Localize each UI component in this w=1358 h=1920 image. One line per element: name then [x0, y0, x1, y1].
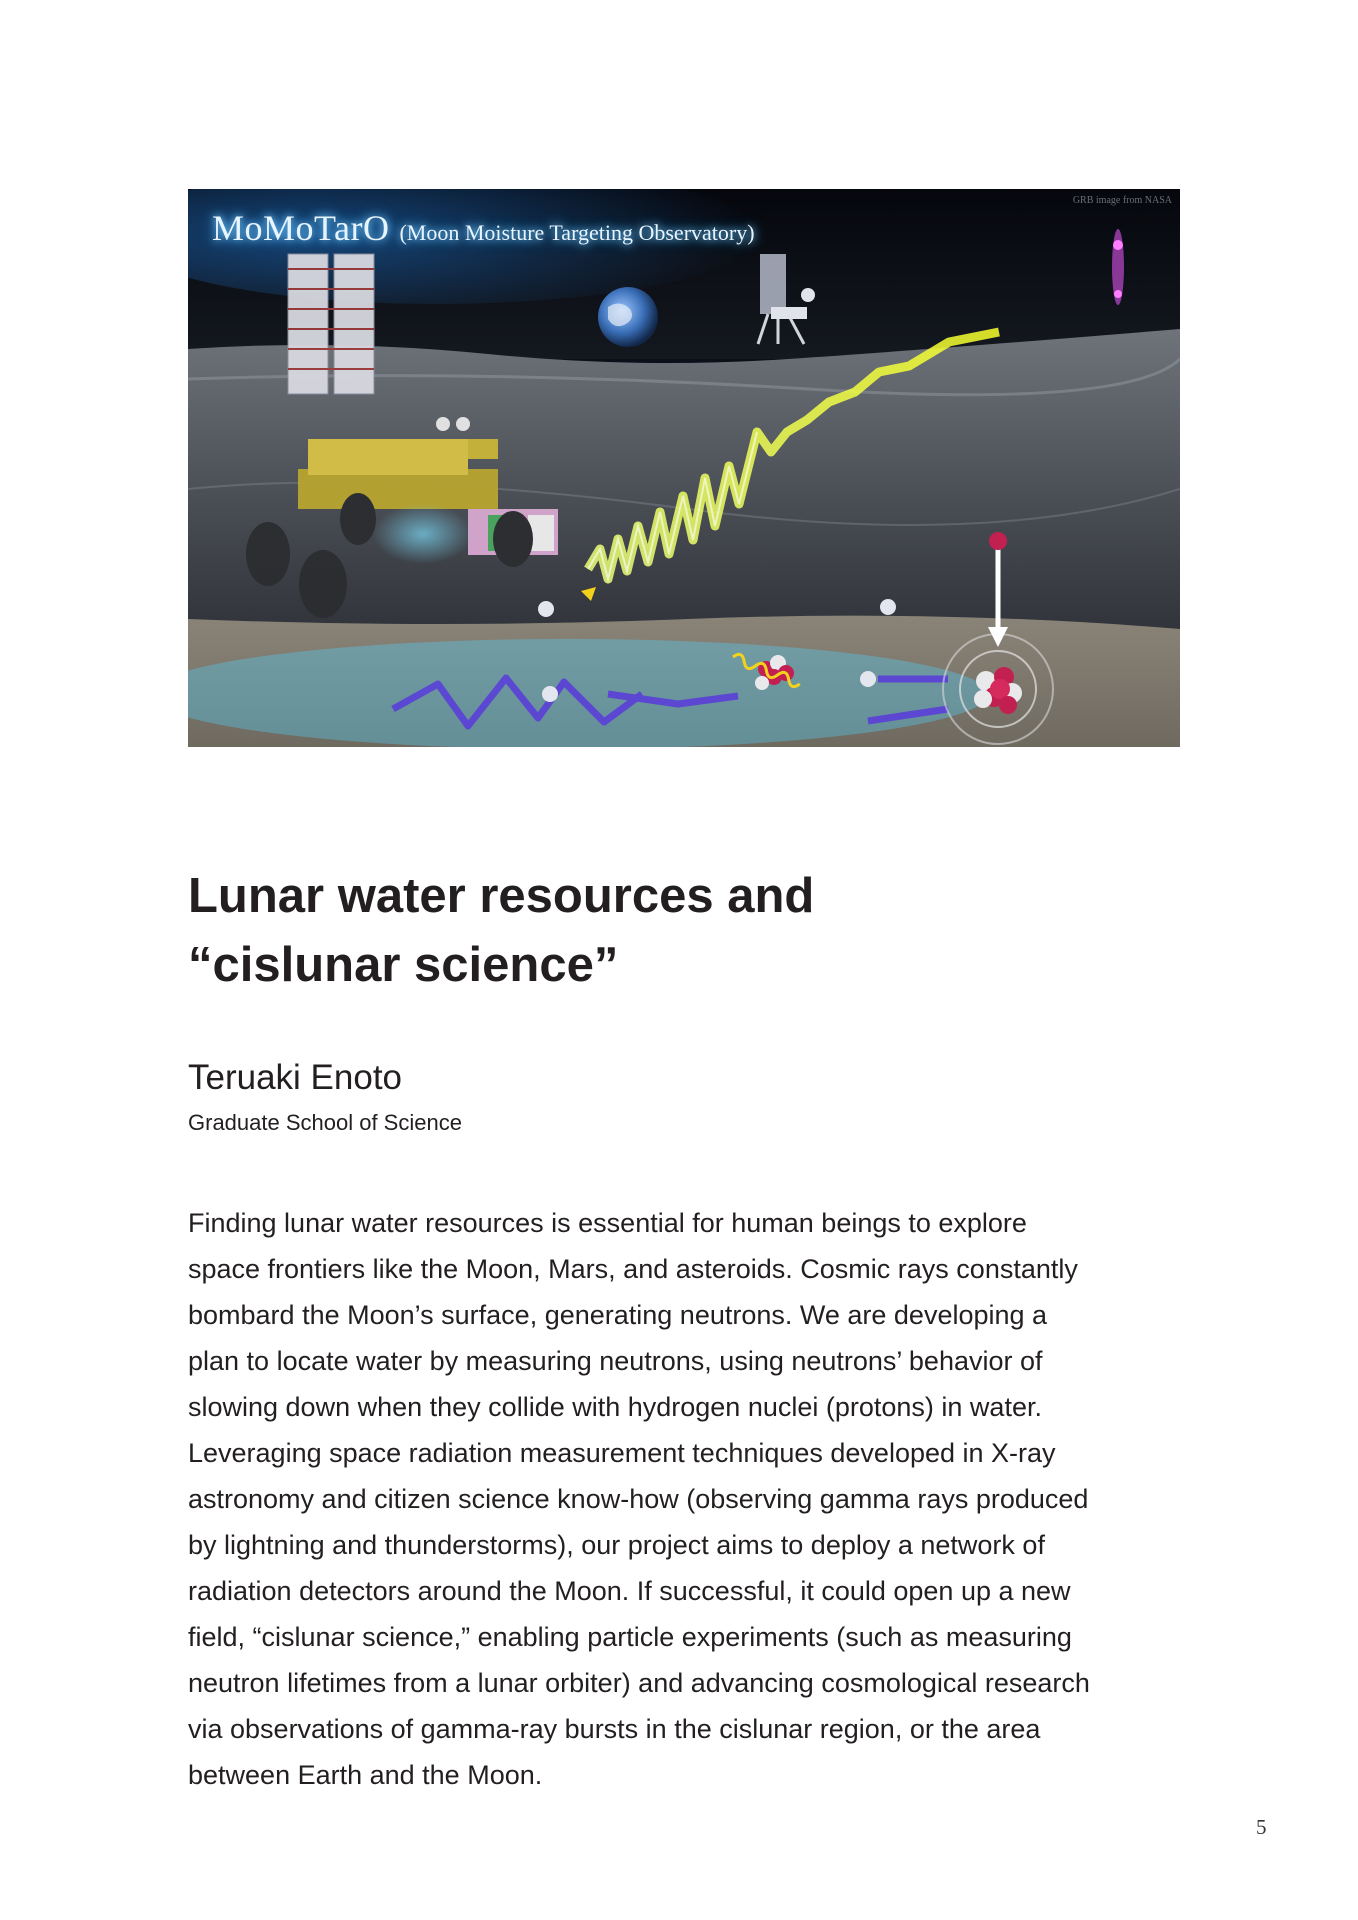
article-heading [188, 862, 1088, 1000]
body-line: radiation detectors around the Moon. If successful, it could open up a new [188, 1576, 1071, 1606]
page-number: 5 [1256, 1815, 1267, 1839]
lunar-scene-illustration [188, 189, 1180, 747]
figure-title [212, 207, 755, 249]
body-line: between Earth and the Moon. [188, 1760, 543, 1790]
body-line: Finding lunar water resources is essential for human beings to explore [188, 1208, 1027, 1238]
body-line: field, “cislunar science,” enabling particle experiments (such as measuring [188, 1622, 1072, 1652]
body-line: neutron lifetimes from a lunar orbiter) and advancing cosmological research [188, 1668, 1090, 1698]
author-affiliation: Graduate School of Science [188, 1110, 462, 1135]
heading-line-1: Lunar water resources and [188, 869, 815, 923]
author-name: Teruaki Enoto [188, 1058, 403, 1097]
body-line: bombard the Moon’s surface, generating neutrons. We are developing a [188, 1300, 1048, 1330]
body-line: plan to locate water by measuring neutrons, using neutrons’ behavior of [188, 1346, 1043, 1376]
image-credit: GRB image from NASA [1072, 195, 1172, 206]
heading-line-2: “cislunar science” [188, 938, 619, 992]
article-body [188, 1200, 1188, 1798]
body-line: slowing down when they collide with hydrogen nuclei (protons) in water. [188, 1392, 1042, 1422]
body-line: space frontiers like the Moon, Mars, and asteroids. Cosmic rays constantly [188, 1254, 1078, 1284]
nucleus-large [943, 634, 1053, 744]
figure-title-main: MoMoTarO [212, 208, 390, 248]
body-line: by lightning and thunderstorms), our project aims to deploy a network of [188, 1530, 1045, 1560]
body-line: Leveraging space radiation measurement techniques developed in X-ray [188, 1438, 1056, 1468]
body-line: via observations of gamma-ray bursts in the cislunar region, or the area [188, 1714, 1041, 1744]
figure-title-subtitle: (Moon Moisture Targeting Observatory) [399, 220, 755, 245]
illustration-momotaro [188, 189, 1180, 747]
body-line: astronomy and citizen science know-how (observing gamma rays produced [188, 1484, 1089, 1514]
